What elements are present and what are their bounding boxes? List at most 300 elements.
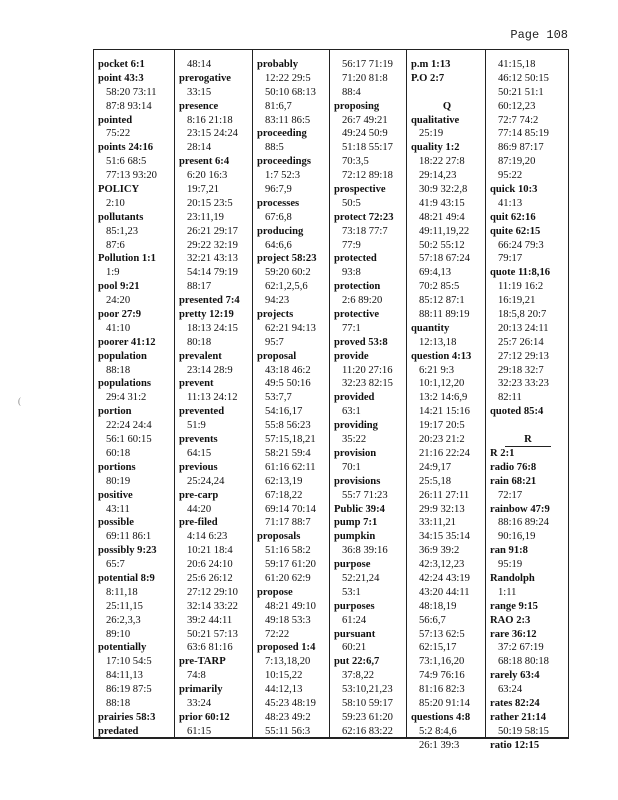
index-term: proved 53:8: [334, 336, 388, 348]
index-term: pre-carp: [179, 489, 219, 501]
index-term: processes: [257, 197, 300, 209]
index-term: range 9:15: [490, 600, 538, 612]
index-reference: 49:24 50:9: [342, 128, 388, 140]
index-reference: 4:14 6:23: [187, 531, 228, 543]
index-reference: 67:18,22: [265, 489, 303, 501]
index-term: rather 21:14: [490, 711, 546, 723]
index-reference: 95:22: [498, 170, 523, 182]
index-term: proposals: [257, 531, 301, 543]
index-term: points 24:16: [98, 142, 154, 154]
index-reference: 75:22: [106, 128, 131, 140]
index-reference: 37:2 67:19: [498, 642, 544, 654]
index-term: propose: [257, 586, 293, 598]
index-reference: 45:23 48:19: [265, 697, 316, 709]
index-reference: 24:20: [106, 295, 131, 307]
index-term: ran 91:8: [490, 545, 528, 557]
index-reference: 25:24,24: [187, 475, 225, 487]
index-reference: 57:13 62:5: [419, 628, 465, 640]
index-reference: 29:18 32:7: [498, 364, 544, 376]
index-reference: 41:10: [106, 322, 131, 334]
index-term: rainbow 47:9: [490, 503, 550, 515]
index-reference: 39:2 44:11: [187, 614, 233, 626]
index-term: pretty 12:19: [179, 309, 234, 321]
index-term: point 43:3: [98, 72, 144, 84]
index-reference: 2:6 89:20: [342, 295, 383, 307]
index-reference: 12:22 29:5: [265, 72, 311, 84]
index-term: pursuant: [334, 628, 376, 640]
index-reference: 21:16 22:24: [419, 447, 470, 459]
index-term: prevalent: [179, 350, 222, 362]
index-reference: 10:15,22: [265, 670, 303, 682]
index-reference: 60:18: [106, 447, 131, 459]
index-reference: 71:17 88:7: [265, 517, 311, 529]
index-reference: 11:13 24:12: [187, 392, 238, 404]
index-reference: 96:7,9: [265, 184, 292, 196]
index-term: provision: [334, 447, 377, 459]
index-column-4: [329, 50, 406, 737]
index-term: population: [98, 350, 147, 362]
index-reference: 26:7 49:21: [342, 114, 388, 126]
index-term: quick 10:3: [490, 184, 538, 196]
index-reference: 50:21 57:13: [187, 628, 238, 640]
index-reference: 43:11: [106, 503, 130, 515]
index-reference: 63:24: [498, 684, 523, 696]
index-reference: 70:3,5: [342, 156, 369, 168]
index-reference: 32:23 33:23: [498, 378, 549, 390]
index-term: previous: [179, 461, 218, 473]
index-reference: 30:9 32:2,8: [419, 184, 468, 196]
index-term: providing: [334, 420, 378, 432]
index-term: radio 76:8: [490, 461, 537, 473]
section-letter-heading: Q: [442, 100, 452, 112]
index-term: p.m 1:13: [411, 59, 451, 70]
index-reference: 18:22 27:8: [419, 156, 465, 168]
index-term: poorer 41:12: [98, 336, 156, 348]
index-reference: 86:9 87:17: [498, 142, 544, 154]
index-term: quoted 85:4: [490, 406, 544, 418]
index-term: purposes: [334, 600, 375, 612]
index-term: provisions: [334, 475, 381, 487]
index-term: prerogative: [179, 72, 231, 84]
index-reference: 23:15 24:24: [187, 128, 238, 140]
index-reference: 23:14 28:9: [187, 364, 233, 376]
index-term: potential 8:9: [98, 572, 155, 584]
index-term: predated: [98, 725, 139, 737]
index-term: primarily: [179, 684, 223, 696]
index-reference: 90:16,19: [498, 531, 536, 543]
index-reference: 67:6,8: [265, 211, 292, 223]
index-reference: 73:18 77:7: [342, 225, 388, 237]
index-reference: 48:14: [187, 59, 212, 70]
index-term: qualitative: [411, 114, 460, 126]
index-term: quote 11:8,16: [490, 267, 551, 279]
index-term: protective: [334, 309, 380, 321]
index-reference: 19:7,21: [187, 184, 220, 196]
index-reference: 63:1: [342, 406, 361, 418]
index-reference: 70:2 85:5: [419, 281, 460, 293]
index-reference: 33:11,21: [419, 517, 456, 529]
index-reference: 85:12 87:1: [419, 295, 465, 307]
index-reference: 69:4,13: [419, 267, 452, 279]
index-reference: 95:7: [265, 336, 284, 348]
index-reference: 55:7 71:23: [342, 489, 388, 501]
index-term: pump 7:1: [334, 517, 378, 529]
index-reference: 79:17: [498, 253, 523, 265]
index-reference: 5:2 8:4,6: [419, 725, 457, 737]
index-term: Pollution 1:1: [98, 253, 156, 265]
index-reference: 36:9 39:2: [419, 545, 460, 557]
index-reference: 25:7 26:14: [498, 336, 544, 348]
index-term: proposing: [334, 100, 380, 112]
index-reference: 56:1 60:15: [106, 434, 152, 446]
index-reference: 80:19: [106, 475, 131, 487]
index-reference: 62:1,2,5,6: [265, 281, 308, 293]
index-term: protection: [334, 281, 381, 293]
index-reference: 74:8: [187, 670, 206, 682]
index-reference: 16:19,21: [498, 295, 536, 307]
index-reference: 27:12 29:13: [498, 350, 549, 362]
index-reference: 26:21 29:17: [187, 225, 238, 237]
index-reference: 48:21 49:4: [419, 211, 465, 223]
index-reference: 65:7: [106, 559, 125, 571]
index-reference: 88:18: [106, 364, 131, 376]
index-reference: 11:19 16:2: [498, 281, 544, 293]
index-reference: 59:20 60:2: [265, 267, 311, 279]
index-reference: 94:23: [265, 295, 290, 307]
index-term: question 4:13: [411, 350, 472, 362]
index-reference: 32:21 43:13: [187, 253, 238, 265]
index-column-3: [252, 50, 329, 737]
index-term: prairies 58:3: [98, 711, 156, 723]
index-reference: 55:8 56:23: [265, 420, 311, 432]
margin-mark: (: [18, 396, 21, 406]
index-term: present 6:4: [179, 156, 230, 168]
index-reference: 59:23 61:20: [342, 711, 393, 723]
index-reference: 1:7 52:3: [265, 170, 301, 182]
index-reference: 82:11: [498, 392, 522, 404]
index-term: protected: [334, 253, 377, 265]
index-reference: 50:5: [342, 197, 361, 209]
index-reference: 44:20: [187, 503, 212, 515]
index-reference: 52:21,24: [342, 572, 380, 584]
index-reference: 32:14 33:22: [187, 600, 238, 612]
index-term: protect 72:23: [334, 211, 394, 223]
index-reference: 64:6,6: [265, 239, 292, 251]
index-reference: 26:1 39:3: [419, 739, 460, 751]
index-reference: 80:18: [187, 336, 212, 348]
index-reference: 27:12 29:10: [187, 586, 238, 598]
index-reference: 57:15,18,21: [265, 434, 316, 446]
index-term: provide: [334, 350, 369, 362]
index-reference: 50:10 68:13: [265, 86, 316, 98]
index-reference: 77:9: [342, 239, 361, 251]
index-reference: 61:20 62:9: [265, 572, 311, 584]
index-term: quantity: [411, 322, 450, 334]
index-reference: 49:18 53:3: [265, 614, 311, 626]
index-reference: 33:15: [187, 86, 212, 98]
index-term: prevented: [179, 406, 225, 418]
index-reference: 64:15: [187, 447, 212, 459]
index-reference: 87:19,20: [498, 156, 536, 168]
index-term: populations: [98, 378, 151, 390]
index-term: rates 82:24: [490, 697, 540, 709]
index-reference: 44:12,13: [265, 684, 303, 696]
index-reference: 35:22: [342, 434, 367, 446]
index-term: Randolph: [490, 572, 535, 584]
index-reference: 53:10,21,23: [342, 684, 393, 696]
index-reference: 62:16 83:22: [342, 725, 393, 737]
index-term: put 22:6,7: [334, 656, 380, 668]
index-reference: 28:14: [187, 142, 212, 154]
index-reference: 25:19: [419, 128, 444, 140]
index-reference: 62:21 94:13: [265, 322, 316, 334]
index-reference: 12:13,18: [419, 336, 457, 348]
index-reference: 20:13 24:11: [498, 322, 549, 334]
index-reference: 25:5,18: [419, 475, 452, 487]
index-reference: 85:20 91:14: [419, 697, 470, 709]
index-reference: 33:24: [187, 697, 212, 709]
index-reference: 88:16 89:24: [498, 517, 549, 529]
index-reference: 58:10 59:17: [342, 697, 393, 709]
index-reference: 50:19 58:15: [498, 725, 549, 737]
index-term: POLICY: [98, 184, 140, 196]
index-reference: 68:18 80:18: [498, 656, 549, 668]
index-term: pointed: [98, 114, 133, 126]
index-reference: 77:14 85:19: [498, 128, 549, 140]
index-term: projects: [257, 309, 294, 321]
index-term: proceedings: [257, 156, 311, 168]
index-reference: 24:9,17: [419, 461, 452, 473]
index-reference: 19:17 20:5: [419, 420, 465, 432]
index-reference: 53:1: [342, 586, 361, 598]
index-term: quite 62:15: [490, 225, 541, 237]
index-reference: 89:10: [106, 628, 131, 640]
index-reference: 10:1,12,20: [419, 378, 465, 390]
index-reference: 14:21 15:16: [419, 406, 470, 418]
index-term: pocket 6:1: [98, 59, 145, 70]
index-term: prior 60:12: [179, 711, 230, 723]
index-term: pool 9:21: [98, 281, 140, 293]
index-term: quality 1:2: [411, 142, 460, 154]
index-reference: 26:11 27:11: [419, 489, 470, 501]
index-reference: 32:23 82:15: [342, 378, 393, 390]
index-reference: 42:24 43:19: [419, 572, 470, 584]
index-term: proceeding: [257, 128, 307, 140]
section-letter-heading: R: [490, 433, 566, 447]
index-reference: 11:20 27:16: [342, 364, 393, 376]
index-term: questions 4:8: [411, 711, 471, 723]
index-reference: 86:19 87:5: [106, 684, 152, 696]
index-reference: 69:11 86:1: [106, 531, 152, 543]
index-reference: 48:21 49:10: [265, 600, 316, 612]
index-reference: 8:11,18: [106, 586, 138, 598]
index-reference: 50:21 51:1: [498, 86, 544, 98]
index-term: prevents: [179, 434, 218, 446]
index-reference: 66:24 79:3: [498, 239, 544, 251]
index-reference: 54:16,17: [265, 406, 303, 418]
index-reference: 41:9 43:15: [419, 197, 465, 209]
index-reference: 29:4 31:2: [106, 392, 147, 404]
index-reference: 20:6 24:10: [187, 559, 233, 571]
index-reference: 88:4: [342, 86, 361, 98]
index-reference: 73:1,16,20: [419, 656, 465, 668]
blank-line: [490, 419, 566, 433]
index-reference: 88:11 89:19: [419, 309, 470, 321]
index-reference: 74:9 76:16: [419, 670, 465, 682]
index-term: project 58:23: [257, 253, 317, 265]
index-reference: 61:16 62:11: [265, 461, 316, 473]
index-reference: 41:15,18: [498, 59, 536, 70]
index-reference: 20:23 21:2: [419, 434, 465, 446]
index-reference: 72:17: [498, 489, 523, 501]
index-reference: 88:5: [265, 142, 284, 154]
index-reference: 1:11: [498, 586, 517, 598]
index-reference: 61:15: [187, 725, 212, 737]
index-reference: 58:20 73:11: [106, 86, 157, 98]
index-term: presence: [179, 100, 219, 112]
index-reference: 62:13,19: [265, 475, 303, 487]
index-reference: 51:16 58:2: [265, 545, 311, 557]
index-term: R 2:1: [490, 447, 515, 459]
index-reference: 22:24 24:4: [106, 420, 152, 432]
index-reference: 61:24: [342, 614, 367, 626]
index-reference: 93:8: [342, 267, 361, 279]
index-term: prospective: [334, 184, 386, 196]
index-reference: 50:2 55:12: [419, 239, 465, 251]
index-reference: 72:7 74:2: [498, 114, 539, 126]
index-reference: 83:11 86:5: [265, 114, 311, 126]
index-reference: 72:12 89:18: [342, 170, 393, 182]
blank-line: [411, 86, 483, 100]
index-reference: 77:1: [342, 322, 361, 334]
index-term: portion: [98, 406, 132, 418]
index-reference: 62:15,17: [419, 642, 457, 654]
index-term: purpose: [334, 559, 371, 571]
index-reference: 43:20 44:11: [419, 586, 470, 598]
index-reference: 6:20 16:3: [187, 170, 228, 182]
index-reference: 18:13 24:15: [187, 322, 238, 334]
index-column-1: [94, 50, 174, 737]
index-reference: 51:18 55:17: [342, 142, 393, 154]
index-reference: 55:11 56:3: [265, 725, 311, 737]
index-reference: 88:17: [187, 281, 212, 293]
index-reference: 81:6,7: [265, 100, 292, 112]
index-term: pre-TARP: [179, 656, 226, 668]
index-reference: 46:12 50:15: [498, 72, 549, 84]
index-reference: 49:11,19,22: [419, 225, 470, 237]
index-reference: 36:8 39:16: [342, 545, 388, 557]
index-reference: 72:22: [265, 628, 290, 640]
index-reference: 84:11,13: [106, 670, 143, 682]
index-reference: 42:3,12,23: [419, 559, 465, 571]
index-reference: 13:2 14:6,9: [419, 392, 468, 404]
index-reference: 43:18 46:2: [265, 364, 311, 376]
index-reference: 29:9 32:13: [419, 503, 465, 515]
index-column-5: [406, 50, 485, 751]
index-reference: 41:13: [498, 197, 523, 209]
index-term: possibly 9:23: [98, 545, 157, 557]
index-reference: 58:21 59:4: [265, 447, 311, 459]
index-reference: 8:16 21:18: [187, 114, 233, 126]
index-term: Public 39:4: [334, 503, 385, 515]
index-reference: 34:15 35:14: [419, 531, 470, 543]
index-reference: 49:5 50:16: [265, 378, 311, 390]
index-term: provided: [334, 392, 375, 404]
index-reference: 6:21 9:3: [419, 364, 455, 376]
index-term: quit 62:16: [490, 211, 536, 223]
index-column-6: [485, 50, 568, 751]
index-term: rarely 63:4: [490, 670, 540, 682]
index-reference: 59:17 61:20: [265, 559, 316, 571]
index-term: pollutants: [98, 211, 144, 223]
index-reference: 18:5,8 20:7: [498, 309, 547, 321]
index-reference: 81:16 82:3: [419, 684, 465, 696]
index-reference: 88:18: [106, 697, 131, 709]
index-reference: 60:21: [342, 642, 367, 654]
index-term: pre-filed: [179, 517, 218, 529]
index-term: P.O 2:7: [411, 72, 445, 84]
index-reference: 51:6 68:5: [106, 156, 147, 168]
index-reference: 95:19: [498, 559, 523, 571]
page-number: Page 108: [510, 28, 568, 42]
index-reference: 29:14,23: [419, 170, 457, 182]
index-term: poor 27:9: [98, 309, 142, 321]
index-term: presented 7:4: [179, 295, 240, 307]
index-reference: 25:11,15: [106, 600, 143, 612]
index-reference: 23:11,19: [187, 211, 224, 223]
index-term: potentially: [98, 642, 147, 654]
index-reference: 48:18,19: [419, 600, 457, 612]
index-reference: 25:6 26:12: [187, 572, 233, 584]
index-reference: 56:17 71:19: [342, 59, 393, 70]
index-reference: 7:13,18,20: [265, 656, 311, 668]
index-reference: 37:8,22: [342, 670, 375, 682]
index-reference: 17:10 54:5: [106, 656, 152, 668]
index-reference: 2:10: [106, 197, 125, 209]
index-reference: 71:20 81:8: [342, 72, 388, 84]
index-term: producing: [257, 225, 304, 237]
index-reference: 53:7,7: [265, 392, 292, 404]
index-reference: 57:18 67:24: [419, 253, 470, 265]
index-reference: 54:14 79:19: [187, 267, 238, 279]
index-reference: 26:2,3,3: [106, 614, 141, 626]
index-reference: 1:9: [106, 267, 120, 279]
index-reference: 70:1: [342, 461, 361, 473]
index-term: possible: [98, 517, 134, 529]
index-term: ratio 12:15: [490, 739, 540, 751]
index-reference: 51:9: [187, 420, 206, 432]
index-reference: 20:15 23:5: [187, 197, 233, 209]
index-term: probably: [257, 59, 299, 70]
index-reference: 77:13 93:20: [106, 170, 157, 182]
index-reference: 85:1,23: [106, 225, 139, 237]
index-term: positive: [98, 489, 133, 501]
index-reference: 87:8 93:14: [106, 100, 152, 112]
index-reference: 10:21 18:4: [187, 545, 233, 557]
index-term: RAO 2:3: [490, 614, 531, 626]
index-term: rare 36:12: [490, 628, 537, 640]
index-reference: 87:6: [106, 239, 125, 251]
index-reference: 29:22 32:19: [187, 239, 238, 251]
word-index-table: [93, 49, 569, 751]
index-term: pumpkin: [334, 531, 376, 543]
index-reference: 63:6 81:16: [187, 642, 233, 654]
index-reference: 60:12,23: [498, 100, 536, 112]
index-term: portions: [98, 461, 136, 473]
index-term: proposal: [257, 350, 297, 362]
index-column-2: [174, 50, 252, 737]
index-term: proposed 1:4: [257, 642, 316, 654]
